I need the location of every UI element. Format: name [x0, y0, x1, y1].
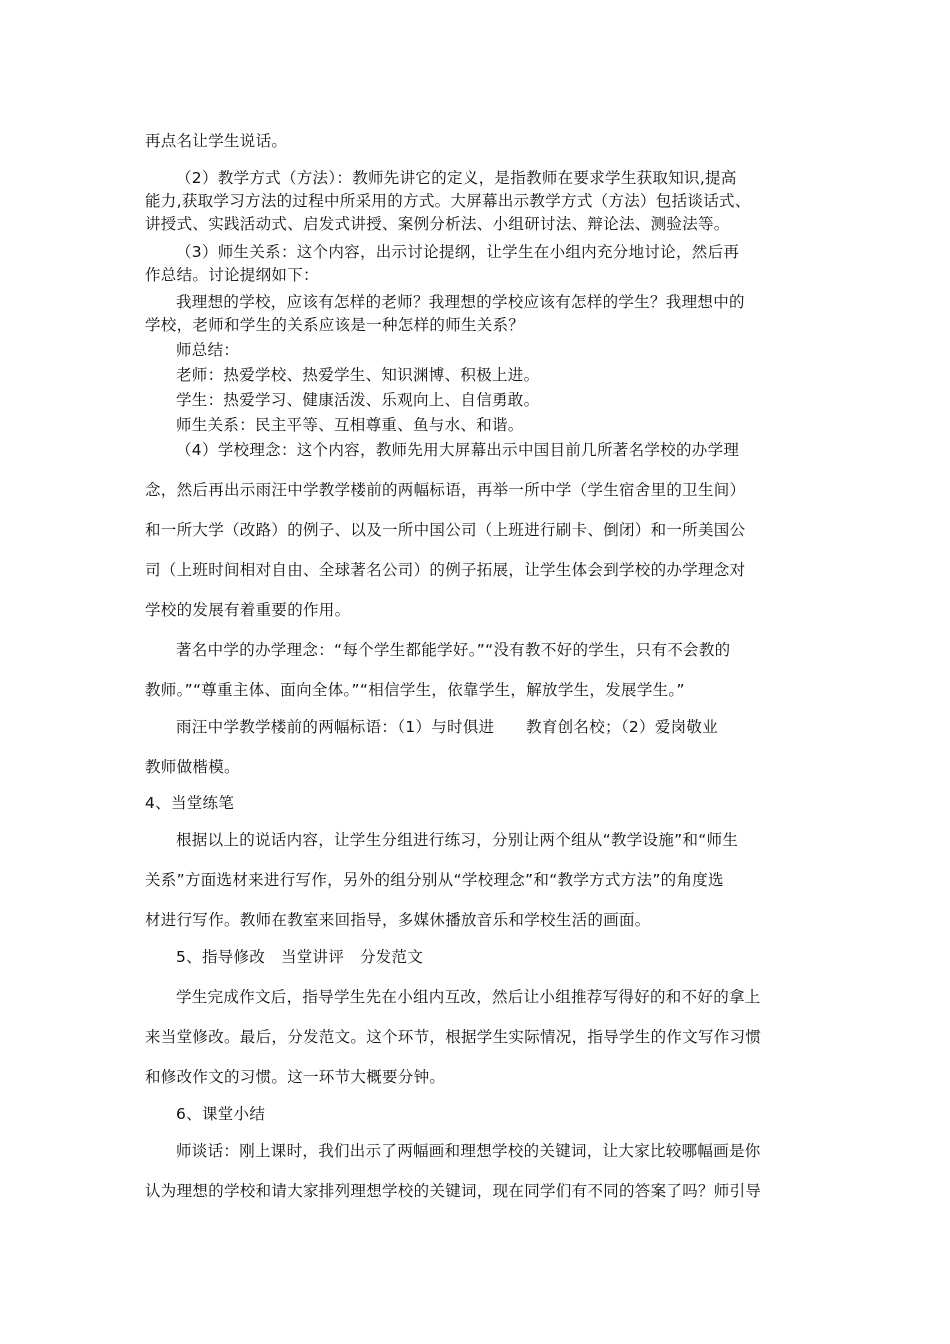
- text-line: 关系”方面选材来进行写作，另外的组分别从“学校理念”和“教学方式方法”的角度选: [145, 871, 724, 889]
- text-line: 著名中学的办学理念：“每个学生都能学好。”“没有教不好的学生，只有不会教的: [176, 641, 731, 659]
- section-heading: 6、课堂小结: [176, 1105, 266, 1123]
- text-line: 师生关系：民主平等、互相尊重、鱼与水、和谐。: [176, 416, 524, 434]
- text-line: 师总结：: [176, 341, 240, 359]
- text-line: 念，然后再出示雨汪中学教学楼前的两幅标语，再举一所中学（学生宿舍里的卫生间）: [145, 481, 746, 499]
- text-line: （3）师生关系：这个内容，出示讨论提纲，让学生在小组内充分地讨论，然后再: [176, 243, 740, 261]
- text-line: 作总结。讨论提纲如下：: [145, 266, 319, 284]
- text-line: 师谈话：刚上课时，我们出示了两幅画和理想学校的关键词，让大家比较哪幅画是你: [176, 1142, 761, 1160]
- text-line: 能力,获取学习方法的过程中所采用的方式。大屏幕出示教学方式（方法）包括谈话式、: [145, 192, 751, 210]
- text-line: 学校，老师和学生的关系应该是一种怎样的师生关系？: [145, 316, 525, 334]
- text-line: 认为理想的学校和请大家排列理想学校的关键词，现在同学们有不同的答案了吗？师引导: [145, 1182, 762, 1200]
- text-line: 学生：热爱学习、健康活泼、乐观向上、自信勇敢。: [176, 391, 540, 409]
- text-line: 雨汪中学教学楼前的两幅标语：（1）与时俱进 教育创名校；（2）爱岗敬业: [176, 718, 719, 736]
- text-line: 老师：热爱学校、热爱学生、知识渊博、积极上进。: [176, 366, 540, 384]
- text-line: 学生完成作文后，指导学生先在小组内互改，然后让小组推荐写得好的和不好的拿上: [176, 988, 761, 1006]
- text-line: 司（上班时间相对自由、全球著名公司）的例子拓展，让学生体会到学校的办学理念对: [145, 561, 746, 579]
- section-heading: 5、指导修改 当堂讲评 分发范文: [176, 948, 424, 966]
- text-line: 讲授式、实践活动式、启发式讲授、案例分析法、小组研讨法、辩论法、测验法等。: [145, 215, 730, 233]
- text-line: 材进行写作。教师在教室来回指导，多媒休播放音乐和学校生活的画面。: [145, 911, 651, 929]
- text-line: （4）学校理念：这个内容，教师先用大屏幕出示中国目前几所著名学校的办学理: [176, 441, 740, 459]
- text-line: 教师。”“尊重主体、面向全体。”“相信学生，依靠学生，解放学生，发展学生。”: [145, 681, 685, 699]
- text-line: 我理想的学校，应该有怎样的老师？我理想的学校应该有怎样的学生？我理想中的: [176, 293, 745, 311]
- text-line: 再点名让学生说话。: [145, 132, 288, 150]
- section-heading: 4、当堂练笔: [145, 794, 235, 812]
- text-line: 学校的发展有着重要的作用。: [145, 601, 351, 619]
- text-line: 来当堂修改。最后，分发范文。这个环节，根据学生实际情况，指导学生的作文写作习惯: [145, 1028, 762, 1046]
- text-line: （2）教学方式（方法）：教师先讲它的定义，是指教师在要求学生获取知识,提高: [176, 169, 737, 187]
- text-line: 教师做楷模。: [145, 758, 240, 776]
- text-line: 和一所大学（改路）的例子、以及一所中国公司（上班进行刷卡、倒闭）和一所美国公: [145, 521, 746, 539]
- text-line: 和修改作文的习惯。这一环节大概要分钟。: [145, 1068, 446, 1086]
- text-line: 根据以上的说话内容，让学生分组进行练习，分别让两个组从“教学设施”和“师生: [176, 831, 739, 849]
